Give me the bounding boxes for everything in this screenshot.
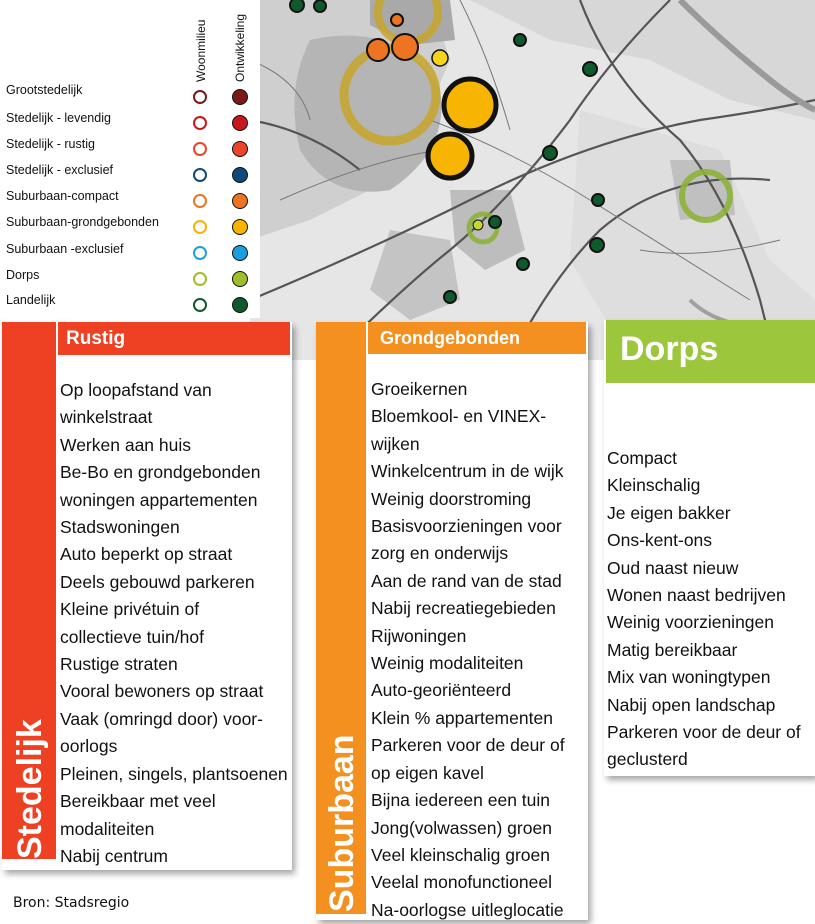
list-item: Bereikbaar met veel bbox=[60, 791, 216, 812]
list-item: modaliteiten bbox=[60, 818, 155, 839]
legend-dot-dorps bbox=[232, 271, 248, 287]
list-item: geclusterd bbox=[607, 749, 688, 770]
list-item: Groeikernen bbox=[371, 379, 468, 399]
list-item: wijken bbox=[371, 433, 420, 454]
list-item: Vooral bewoners op straat bbox=[60, 681, 264, 702]
list-item: Auto-georiënteerd bbox=[371, 680, 512, 701]
list-item: Mix van woningtypen bbox=[607, 667, 771, 688]
legend-label-suburbaan-grondgebonden: Suburbaan-grondgebonden bbox=[6, 215, 159, 229]
list-item: Nabij centrum bbox=[60, 845, 168, 866]
legend-ring-stedelijk-levendig bbox=[193, 116, 207, 130]
panel-suburbaan-head-label: Grondgebonden bbox=[380, 328, 520, 348]
legend-label-stedelijk-exclusief: Stedelijk - exclusief bbox=[6, 163, 113, 177]
list-item: Nabij open landschap bbox=[607, 694, 776, 715]
list-item: Jong(volwassen) groen bbox=[371, 817, 552, 838]
list-item: Stadswoningen bbox=[60, 517, 180, 538]
legend-label-landelijk: Landelijk bbox=[6, 293, 56, 307]
list-item: Op loopafstand van bbox=[60, 380, 212, 400]
list-item: Klein % appartementen bbox=[371, 707, 553, 728]
legend-dot-suburbaan-compact bbox=[232, 193, 248, 209]
list-item: Veel kleinschalig groen bbox=[371, 844, 551, 865]
map-image bbox=[250, 0, 815, 360]
list-item: Compact bbox=[607, 448, 678, 468]
legend-dot-suburbaan-grondgebonden bbox=[232, 219, 248, 235]
list-item: Vaak (omringd door) voor- bbox=[60, 708, 263, 729]
list-item: Werken aan huis bbox=[60, 434, 192, 455]
legend bbox=[0, 0, 260, 318]
legend-dot-suburbaan-exclusief bbox=[232, 245, 248, 261]
legend-col-ontwikkeling: Ontwikkeling bbox=[233, 13, 247, 82]
list-item: Na-oorlogse uitleglocatie bbox=[371, 899, 564, 920]
legend-dot-stedelijk-exclusief bbox=[232, 167, 248, 183]
panel-stedelijk-items bbox=[60, 377, 288, 870]
list-item: oorlogs bbox=[60, 736, 118, 757]
list-item: Rustige straten bbox=[60, 654, 178, 675]
list-item: Parkeren voor de deur of bbox=[371, 735, 565, 756]
list-item: Weinig modaliteiten bbox=[371, 653, 524, 674]
legend-label-suburbaan-compact: Suburbaan-compact bbox=[6, 189, 119, 203]
list-item: Weinig voorzieningen bbox=[607, 612, 775, 633]
legend-dot-stedelijk-levendig bbox=[232, 115, 248, 131]
list-item: collectieve tuin/hof bbox=[60, 626, 204, 647]
legend-label-dorps: Dorps bbox=[6, 268, 40, 282]
list-item: op eigen kavel bbox=[371, 762, 484, 783]
legend-label-stedelijk-levendig: Stedelijk - levendig bbox=[6, 111, 111, 125]
legend-label-suburbaan-exclusief: Suburbaan -exclusief bbox=[6, 242, 124, 256]
panel-stedelijk-side-label: Stedelijk bbox=[11, 719, 49, 859]
list-item: Je eigen bakker bbox=[607, 502, 731, 523]
list-item: Veelal monofunctioneel bbox=[371, 872, 552, 893]
panel-dorps-head-label: Dorps bbox=[620, 330, 719, 368]
legend-label-stedelijk-rustig: Stedelijk - rustig bbox=[6, 137, 95, 151]
legend-ring-suburbaan-compact bbox=[193, 194, 207, 208]
list-item: Parkeren voor de deur of bbox=[607, 722, 801, 743]
list-item: Weinig doorstroming bbox=[371, 488, 532, 509]
panel-stedelijk-head-label: Rustig bbox=[66, 328, 126, 349]
list-item: Kleinschalig bbox=[607, 475, 701, 496]
legend-ring-stedelijk-rustig bbox=[193, 142, 207, 156]
list-item: Nabij recreatiegebieden bbox=[371, 598, 556, 619]
list-item: Rijwoningen bbox=[371, 625, 467, 646]
list-item: Oud naast nieuw bbox=[607, 557, 739, 578]
legend-ring-grootstedelijk bbox=[193, 90, 207, 104]
panel-suburbaan-items bbox=[371, 376, 565, 924]
panel-stedelijk-head bbox=[58, 322, 290, 355]
list-item: Bijna iedereen een tuin bbox=[371, 790, 551, 811]
legend-ring-suburbaan-grondgebonden bbox=[193, 220, 207, 234]
list-item: Kleine privétuin of bbox=[60, 599, 200, 620]
legend-dot-grootstedelijk bbox=[232, 89, 248, 105]
list-item: Winkelcentrum in de wijk bbox=[371, 461, 564, 482]
list-item: winkelstraat bbox=[60, 407, 153, 428]
list-item: Matig bereikbaar bbox=[607, 639, 738, 660]
panel-dorps-items bbox=[607, 445, 801, 774]
panel-suburbaan bbox=[316, 322, 588, 920]
list-item: Basisvoorzieningen voor bbox=[371, 516, 562, 537]
legend-ring-landelijk bbox=[193, 298, 207, 312]
legend-dot-landelijk bbox=[232, 297, 248, 313]
legend-dot-stedelijk-rustig bbox=[232, 141, 248, 157]
legend-ring-dorps bbox=[193, 272, 207, 286]
list-item: Auto beperkt op straat bbox=[60, 544, 233, 565]
list-item: Ons-kent-ons bbox=[607, 530, 713, 551]
list-item: Deels gebouwd parkeren bbox=[60, 571, 255, 592]
panel-suburbaan-head bbox=[368, 322, 586, 354]
panel-dorps-head bbox=[606, 320, 815, 383]
panel-dorps bbox=[604, 320, 815, 776]
legend-label-grootstedelijk: Grootstedelijk bbox=[6, 83, 83, 97]
panel-suburbaan-side-label: Suburbaan bbox=[323, 734, 361, 912]
legend-col-woonmilieu: Woonmilieu bbox=[194, 19, 208, 82]
legend-ring-suburbaan-exclusief bbox=[193, 246, 207, 260]
panel-stedelijk bbox=[2, 322, 292, 870]
list-item: woningen appartementen bbox=[60, 489, 258, 510]
legend-ring-stedelijk-exclusief bbox=[193, 168, 207, 182]
list-item: Pleinen, singels, plantsoenen bbox=[60, 763, 288, 784]
source-credit: Bron: Stadsregio bbox=[13, 895, 130, 911]
list-item: Be-Bo en grondgebonden bbox=[60, 462, 261, 483]
list-item: Aan de rand van de stad bbox=[371, 570, 562, 591]
list-item: Wonen naast bedrijven bbox=[607, 585, 786, 606]
list-item: zorg en onderwijs bbox=[371, 543, 509, 564]
list-item: Bloemkool- en VINEX- bbox=[371, 406, 547, 427]
